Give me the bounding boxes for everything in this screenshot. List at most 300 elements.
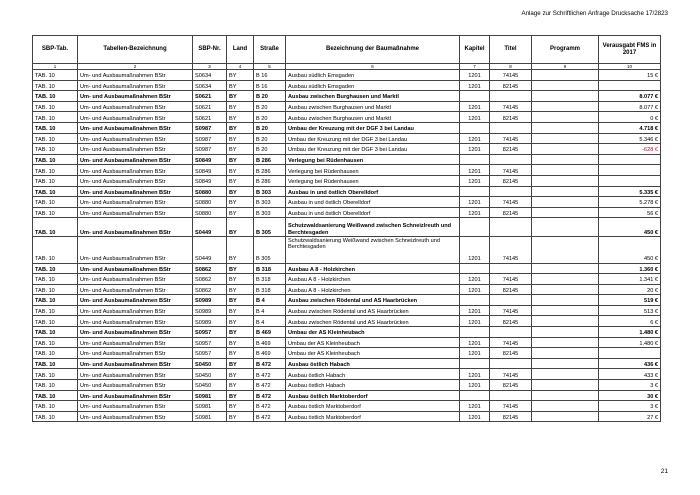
cell-titel: [490, 274, 532, 285]
cell-kapitel-value: 1201: [468, 404, 481, 411]
cell-sbp-tab: TAB. 10: [33, 101, 78, 112]
cell-strasse: B 4: [254, 305, 286, 316]
cell-verausgabt-fms: 8.077 €: [599, 91, 661, 102]
cell-verausgabt-fms: -628 €: [599, 144, 661, 155]
cell-kapitel: [460, 91, 490, 102]
cell-sbp-nr: S0987: [193, 144, 227, 155]
cell-titel: [490, 165, 532, 176]
cell-verausgabt-fms: [599, 80, 661, 91]
cell-strasse: B 16: [254, 80, 286, 91]
cell-verausgabt-fms: 450 €: [599, 237, 661, 264]
cell-titel: [490, 133, 532, 144]
cell-tabellen-bezeichnung: Um- und Ausbaumaßnahmen BStr: [78, 122, 193, 133]
cell-sbp-tab: TAB. 10: [33, 133, 78, 144]
cell-kapitel: [460, 237, 490, 264]
cell-baumassnahme: Ausbau östlich Habach: [286, 369, 460, 380]
cell-programm: [532, 316, 599, 327]
cell-programm: [532, 218, 599, 237]
cell-land: BY: [227, 70, 254, 81]
cell-sbp-tab: TAB. 10: [33, 358, 78, 369]
cell-tabellen-bezeichnung: Um- und Ausbaumaßnahmen BStr: [78, 411, 193, 422]
cell-tabellen-bezeichnung: Um- und Ausbaumaßnahmen BStr: [78, 284, 193, 295]
cell-tabellen-bezeichnung: Um- und Ausbaumaßnahmen BStr: [78, 112, 193, 123]
cell-tabellen-bezeichnung: Um- und Ausbaumaßnahmen BStr: [78, 263, 193, 274]
cell-kapitel: [460, 358, 490, 369]
cell-strasse: B 472: [254, 390, 286, 401]
cell-sbp-tab: TAB. 10: [33, 154, 78, 165]
cell-kapitel: [460, 186, 490, 197]
cell-baumassnahme: Umbau der AS Kleinheubach: [286, 327, 460, 338]
cell-titel-value: 74145: [502, 309, 519, 316]
cell-verausgabt-fms: 433 €: [599, 369, 661, 380]
cell-programm: [532, 133, 599, 144]
cell-sbp-nr: S0621: [193, 112, 227, 123]
cell-baumassnahme: Ausbau östlich Habach: [286, 358, 460, 369]
col-header: SBP-Tab.: [33, 36, 78, 64]
cell-strasse: B 472: [254, 401, 286, 412]
cell-tabellen-bezeichnung: Um- und Ausbaumaßnahmen BStr: [78, 348, 193, 359]
cell-titel-value: 74145: [502, 168, 519, 175]
cell-tabellen-bezeichnung: Um- und Ausbaumaßnahmen BStr: [78, 144, 193, 155]
cell-verausgabt-fms: 513 €: [599, 305, 661, 316]
cell-baumassnahme: Ausbau zwischen Burghausen und Marktl: [286, 112, 460, 123]
cell-titel-value: 74145: [502, 372, 519, 379]
cell-verausgabt-fms: 1.480 €: [599, 327, 661, 338]
cell-verausgabt-fms: [599, 175, 661, 186]
cell-sbp-tab: TAB. 10: [33, 401, 78, 412]
cell-titel-value: 74145: [502, 277, 519, 284]
cell-sbp-tab: TAB. 10: [33, 274, 78, 285]
cell-land: BY: [227, 369, 254, 380]
cell-tabellen-bezeichnung: Um- und Ausbaumaßnahmen BStr: [78, 91, 193, 102]
cell-kapitel: [460, 122, 490, 133]
col-header: Tabellen-Bezeichnung: [78, 36, 193, 64]
cell-baumassnahme: Verlegung bei Rüdenhausen: [286, 165, 460, 176]
cell-kapitel: [460, 70, 490, 81]
cell-titel-value: 74145: [502, 200, 519, 207]
cell-programm: [532, 144, 599, 155]
cell-strasse: B 4: [254, 316, 286, 327]
cell-sbp-tab: TAB. 10: [33, 305, 78, 316]
cell-sbp-tab: TAB. 10: [33, 144, 78, 155]
cell-kapitel: [460, 380, 490, 391]
col-number: 3: [193, 64, 227, 70]
cell-sbp-nr: S0862: [193, 274, 227, 285]
cell-kapitel-value: 1201: [468, 340, 481, 347]
table-row-summary: [33, 295, 661, 306]
cell-titel: [490, 380, 532, 391]
cell-verausgabt-fms: 1.341 €: [599, 274, 661, 285]
cell-sbp-nr: S0849: [193, 165, 227, 176]
cell-sbp-nr: S0989: [193, 305, 227, 316]
cell-baumassnahme: Ausbau A 8 - Holzkirchen: [286, 284, 460, 295]
cell-programm: [532, 337, 599, 348]
cell-sbp-nr: S0450: [193, 369, 227, 380]
cell-programm: [532, 165, 599, 176]
cell-land: BY: [227, 154, 254, 165]
cell-programm: [532, 305, 599, 316]
cell-programm: [532, 380, 599, 391]
cell-land: BY: [227, 358, 254, 369]
cell-baumassnahme: Ausbau in und östlich Oberelldorf: [286, 207, 460, 218]
cell-programm: [532, 91, 599, 102]
cell-land: BY: [227, 175, 254, 186]
cell-baumassnahme: Schutzwaldsanierung Weißwand zwischen Schneizlreuth und Berchtesgaden: [286, 218, 460, 237]
cell-kapitel-value: 1201: [468, 372, 481, 379]
cell-baumassnahme: Ausbau zwischen Rödental und AS Haarbrücken: [286, 316, 460, 327]
cell-verausgabt-fms: 1.480 €: [599, 337, 661, 348]
cell-titel: [490, 70, 532, 81]
cell-sbp-nr: S0981: [193, 390, 227, 401]
col-header: Bezeichnung der Baumaßnahme: [286, 36, 460, 64]
cell-strasse: B 472: [254, 369, 286, 380]
table-row: [33, 70, 661, 81]
cell-kapitel: [460, 101, 490, 112]
cell-kapitel-value: 1201: [468, 383, 481, 390]
cell-baumassnahme: Schutzwaldsanierung Weißwand zwischen Schneizlreuth und Berchtesgaden: [286, 237, 460, 264]
col-number: 7: [460, 64, 490, 70]
cell-titel: [490, 197, 532, 208]
col-number: 6: [286, 64, 460, 70]
col-number: 2: [78, 64, 193, 70]
cell-land: BY: [227, 337, 254, 348]
cell-kapitel-value: 1201: [468, 136, 481, 143]
cell-sbp-tab: TAB. 10: [33, 237, 78, 264]
cell-tabellen-bezeichnung: Um- und Ausbaumaßnahmen BStr: [78, 197, 193, 208]
cell-sbp-tab: TAB. 10: [33, 70, 78, 81]
cell-kapitel: [460, 369, 490, 380]
cell-kapitel: [460, 263, 490, 274]
cell-strasse: B 318: [254, 274, 286, 285]
cell-tabellen-bezeichnung: Um- und Ausbaumaßnahmen BStr: [78, 133, 193, 144]
table-row-summary: [33, 154, 661, 165]
cell-strasse: B 318: [254, 284, 286, 295]
cell-strasse: B 286: [254, 154, 286, 165]
cell-titel-value: 82145: [502, 319, 519, 326]
col-header: Kapitel: [460, 36, 490, 64]
cell-baumassnahme: Ausbau in und östlich Oberelldorf: [286, 186, 460, 197]
cell-baumassnahme: Ausbau zwischen Burghausen und Marktl: [286, 101, 460, 112]
cell-verausgabt-fms: [599, 348, 661, 359]
cell-land: BY: [227, 295, 254, 306]
cell-tabellen-bezeichnung: Um- und Ausbaumaßnahmen BStr: [78, 380, 193, 391]
cell-kapitel: [460, 133, 490, 144]
cell-verausgabt-fms: 6 €: [599, 316, 661, 327]
cell-baumassnahme: Umbau der Kreuzung mit der DGF 3 bei Landau: [286, 133, 460, 144]
cell-titel: [490, 390, 532, 401]
cell-programm: [532, 197, 599, 208]
cell-titel-value: 82145: [502, 351, 519, 358]
cell-titel: [490, 295, 532, 306]
table-row: [33, 80, 661, 91]
cell-titel: [490, 369, 532, 380]
cell-sbp-nr: S0880: [193, 207, 227, 218]
col-header: Land: [227, 36, 254, 64]
cell-verausgabt-fms: [599, 154, 661, 165]
cell-titel: [490, 358, 532, 369]
cell-verausgabt-fms: 436 €: [599, 358, 661, 369]
cell-strasse: B 305: [254, 218, 286, 237]
page-number: 21: [660, 468, 668, 475]
cell-titel: [490, 348, 532, 359]
cell-kapitel: [460, 144, 490, 155]
cell-baumassnahme: Umbau der AS Kleinheubach: [286, 337, 460, 348]
cell-verausgabt-fms: 3 €: [599, 380, 661, 391]
cell-baumassnahme: Ausbau östlich Marktoberdorf: [286, 411, 460, 422]
table-row: [33, 133, 661, 144]
cell-kapitel-value: 1201: [468, 147, 481, 154]
cell-titel: [490, 91, 532, 102]
cell-strasse: B 20: [254, 133, 286, 144]
cell-sbp-tab: TAB. 10: [33, 348, 78, 359]
cell-land: BY: [227, 197, 254, 208]
cell-titel: [490, 80, 532, 91]
cell-sbp-nr: S0981: [193, 401, 227, 412]
cell-land: BY: [227, 165, 254, 176]
cell-titel-value: 82145: [502, 83, 519, 90]
table-row: [33, 401, 661, 412]
cell-kapitel: [460, 218, 490, 237]
cell-baumassnahme: Ausbau östlich Marktoberdorf: [286, 390, 460, 401]
cell-strasse: B 303: [254, 197, 286, 208]
cell-tabellen-bezeichnung: Um- und Ausbaumaßnahmen BStr: [78, 186, 193, 197]
cell-tabellen-bezeichnung: Um- und Ausbaumaßnahmen BStr: [78, 337, 193, 348]
cell-titel: [490, 144, 532, 155]
cell-baumassnahme: Verlegung bei Rüdenhausen: [286, 175, 460, 186]
cell-programm: [532, 411, 599, 422]
cell-kapitel: [460, 348, 490, 359]
cell-kapitel-value: 1201: [468, 104, 481, 111]
cell-tabellen-bezeichnung: Um- und Ausbaumaßnahmen BStr: [78, 274, 193, 285]
cell-sbp-tab: TAB. 10: [33, 369, 78, 380]
cell-sbp-nr: S0621: [193, 101, 227, 112]
cell-land: BY: [227, 411, 254, 422]
cell-tabellen-bezeichnung: Um- und Ausbaumaßnahmen BStr: [78, 218, 193, 237]
cell-sbp-nr: S0989: [193, 316, 227, 327]
cell-sbp-tab: TAB. 10: [33, 263, 78, 274]
cell-kapitel-value: 1201: [468, 83, 481, 90]
cell-programm: [532, 207, 599, 218]
cell-land: BY: [227, 80, 254, 91]
cell-strasse: B 286: [254, 165, 286, 176]
cell-land: BY: [227, 112, 254, 123]
cell-sbp-nr: S0621: [193, 91, 227, 102]
cell-strasse: B 472: [254, 380, 286, 391]
cell-titel-value: 74145: [502, 404, 519, 411]
cell-programm: [532, 186, 599, 197]
cell-programm: [532, 284, 599, 295]
cell-tabellen-bezeichnung: Um- und Ausbaumaßnahmen BStr: [78, 401, 193, 412]
cell-verausgabt-fms: 3 €: [599, 401, 661, 412]
cell-titel-value: 82145: [502, 147, 519, 154]
cell-programm: [532, 390, 599, 401]
table-row: [33, 284, 661, 295]
table-row-summary: [33, 327, 661, 338]
cell-baumassnahme: Ausbau südlich Emsgaden: [286, 70, 460, 81]
cell-programm: [532, 112, 599, 123]
cell-kapitel-value: 1201: [468, 319, 481, 326]
table-row-summary: [33, 218, 661, 237]
cell-verausgabt-fms: 20 €: [599, 284, 661, 295]
cell-land: BY: [227, 237, 254, 264]
cell-sbp-tab: TAB. 10: [33, 295, 78, 306]
cell-land: BY: [227, 380, 254, 391]
cell-titel: [490, 327, 532, 338]
cell-programm: [532, 80, 599, 91]
table-row: [33, 207, 661, 218]
cell-sbp-nr: S0450: [193, 380, 227, 391]
cell-strasse: B 305: [254, 237, 286, 264]
col-number: 8: [490, 64, 532, 70]
cell-sbp-tab: TAB. 10: [33, 80, 78, 91]
cell-sbp-nr: S0634: [193, 70, 227, 81]
cell-land: BY: [227, 284, 254, 295]
cell-strasse: B 286: [254, 175, 286, 186]
cell-titel-value: 74145: [502, 256, 519, 263]
col-number: 10: [599, 64, 661, 70]
cell-baumassnahme: Ausbau östlich Marktoberdorf: [286, 401, 460, 412]
cell-land: BY: [227, 133, 254, 144]
cell-titel-value: 82145: [502, 210, 519, 217]
cell-sbp-nr: S0634: [193, 80, 227, 91]
cell-titel-value: 74145: [502, 136, 519, 143]
cell-baumassnahme: Ausbau östlich Habach: [286, 380, 460, 391]
header-row: [33, 36, 661, 64]
table-body: [33, 70, 661, 422]
col-header: SBP-Nr.: [193, 36, 227, 64]
cell-verausgabt-fms: 4.718 €: [599, 122, 661, 133]
cell-strasse: B 20: [254, 101, 286, 112]
table-row: [33, 274, 661, 285]
cell-kapitel-value: 1201: [468, 168, 481, 175]
cell-verausgabt-fms: 450 €: [599, 218, 661, 237]
cell-kapitel: [460, 411, 490, 422]
cell-verausgabt-fms: 15 €: [599, 70, 661, 81]
cell-land: BY: [227, 401, 254, 412]
cell-programm: [532, 348, 599, 359]
cell-strasse: B 20: [254, 122, 286, 133]
cell-verausgabt-fms: 0 €: [599, 112, 661, 123]
cell-sbp-nr: S0849: [193, 175, 227, 186]
cell-kapitel-value: 1201: [468, 200, 481, 207]
cell-kapitel: [460, 305, 490, 316]
cell-titel-value: 82145: [502, 115, 519, 122]
table-row: [33, 411, 661, 422]
cell-kapitel-value: 1201: [468, 277, 481, 284]
cell-sbp-nr: S0862: [193, 263, 227, 274]
cell-kapitel: [460, 327, 490, 338]
cell-kapitel: [460, 337, 490, 348]
cell-sbp-tab: TAB. 10: [33, 380, 78, 391]
cell-kapitel-value: 1201: [468, 256, 481, 263]
cell-land: BY: [227, 122, 254, 133]
cell-baumassnahme: Ausbau südlich Emsgaden: [286, 80, 460, 91]
cell-baumassnahme: Umbau der Kreuzung mit der DGF 3 bei Landau: [286, 122, 460, 133]
col-number: 1: [33, 64, 78, 70]
cell-tabellen-bezeichnung: Um- und Ausbaumaßnahmen BStr: [78, 327, 193, 338]
cell-tabellen-bezeichnung: Um- und Ausbaumaßnahmen BStr: [78, 295, 193, 306]
table-row: [33, 144, 661, 155]
cell-strasse: B 469: [254, 327, 286, 338]
cell-sbp-nr: S0862: [193, 284, 227, 295]
cell-land: BY: [227, 218, 254, 237]
cell-land: BY: [227, 348, 254, 359]
col-number: 4: [227, 64, 254, 70]
cell-sbp-tab: TAB. 10: [33, 112, 78, 123]
table-row: [33, 165, 661, 176]
cell-sbp-nr: S0880: [193, 197, 227, 208]
cell-sbp-nr: S0450: [193, 358, 227, 369]
cell-tabellen-bezeichnung: Um- und Ausbaumaßnahmen BStr: [78, 390, 193, 401]
cell-kapitel: [460, 197, 490, 208]
cell-tabellen-bezeichnung: Um- und Ausbaumaßnahmen BStr: [78, 358, 193, 369]
table-row: [33, 237, 661, 264]
cell-kapitel-value: 1201: [468, 287, 481, 294]
cell-sbp-tab: TAB. 10: [33, 284, 78, 295]
cell-strasse: B 20: [254, 112, 286, 123]
cell-programm: [532, 401, 599, 412]
cell-tabellen-bezeichnung: Um- und Ausbaumaßnahmen BStr: [78, 165, 193, 176]
cell-tabellen-bezeichnung: Um- und Ausbaumaßnahmen BStr: [78, 207, 193, 218]
cell-sbp-tab: TAB. 10: [33, 186, 78, 197]
cell-titel-value: 82145: [502, 287, 519, 294]
cell-kapitel-value: 1201: [468, 179, 481, 186]
cell-titel: [490, 263, 532, 274]
cell-land: BY: [227, 186, 254, 197]
cell-titel-value: 74145: [502, 104, 519, 111]
cell-baumassnahme: Ausbau A 8 - Holzkirchen: [286, 274, 460, 285]
table-row: [33, 305, 661, 316]
cell-tabellen-bezeichnung: Um- und Ausbaumaßnahmen BStr: [78, 369, 193, 380]
cell-titel-value: 74145: [502, 73, 519, 80]
cell-land: BY: [227, 274, 254, 285]
cell-verausgabt-fms: 5.278 €: [599, 197, 661, 208]
cell-tabellen-bezeichnung: Um- und Ausbaumaßnahmen BStr: [78, 70, 193, 81]
cell-titel: [490, 337, 532, 348]
cell-kapitel-value: 1201: [468, 115, 481, 122]
cell-sbp-nr: S0987: [193, 122, 227, 133]
cell-sbp-tab: TAB. 10: [33, 218, 78, 237]
table-row-summary: [33, 358, 661, 369]
cell-baumassnahme: Umbau der AS Kleinheubach: [286, 348, 460, 359]
cell-programm: [532, 274, 599, 285]
cell-land: BY: [227, 101, 254, 112]
cell-verausgabt-fms: 519 €: [599, 295, 661, 306]
cell-sbp-nr: S0957: [193, 327, 227, 338]
cell-programm: [532, 358, 599, 369]
table-row: [33, 112, 661, 123]
cell-kapitel-value: 1201: [468, 73, 481, 80]
table-row: [33, 348, 661, 359]
cell-baumassnahme: Ausbau zwischen Rödental und AS Haarbrücken: [286, 295, 460, 306]
cell-sbp-tab: TAB. 10: [33, 390, 78, 401]
cell-sbp-nr: S0449: [193, 237, 227, 264]
cell-kapitel-value: 1201: [468, 210, 481, 217]
cell-verausgabt-fms: [599, 165, 661, 176]
cell-baumassnahme: Umbau der Kreuzung mit der DGF 3 bei Landau: [286, 144, 460, 155]
cell-land: BY: [227, 390, 254, 401]
table-row: [33, 316, 661, 327]
table-row-summary: [33, 186, 661, 197]
cell-sbp-nr: S0989: [193, 295, 227, 306]
cell-strasse: B 469: [254, 348, 286, 359]
cell-sbp-tab: TAB. 10: [33, 122, 78, 133]
col-header: Titel: [490, 36, 532, 64]
cell-verausgabt-fms: 30 €: [599, 390, 661, 401]
cell-strasse: B 4: [254, 295, 286, 306]
cell-kapitel: [460, 207, 490, 218]
budget-table: [32, 35, 661, 422]
